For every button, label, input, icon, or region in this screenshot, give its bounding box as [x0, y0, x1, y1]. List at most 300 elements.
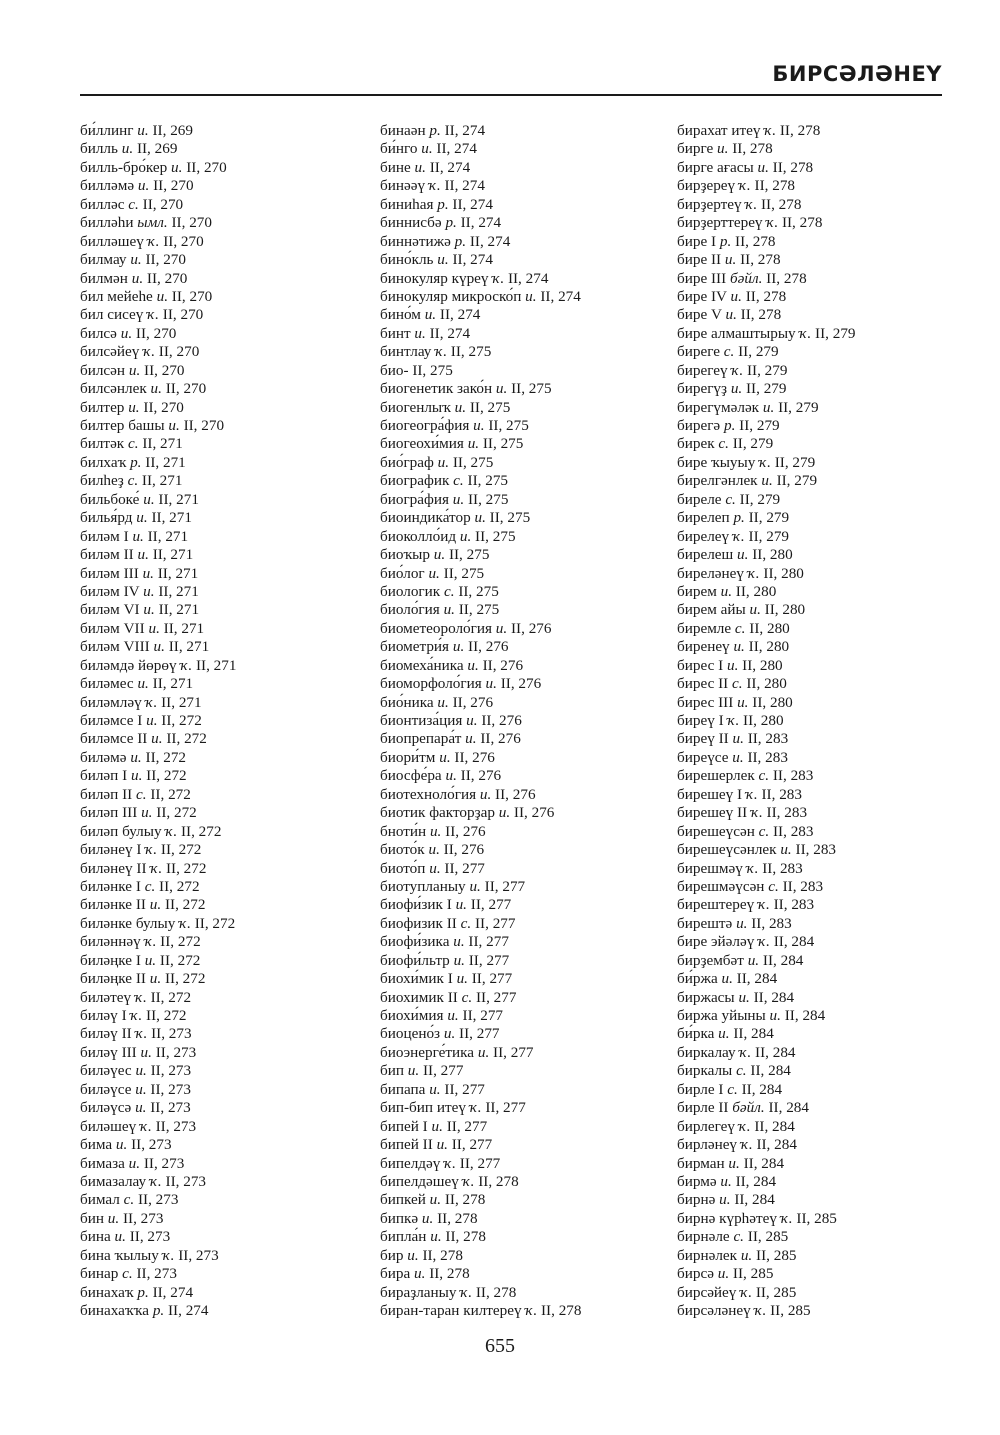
index-entry [80, 196, 360, 214]
entry-reference: II, 277 [444, 859, 485, 877]
index-entry [80, 472, 360, 490]
entry-headword: бил сисеү [80, 306, 144, 324]
entry-headword: биосфе́ра [380, 767, 442, 785]
entry-headword: бире V [677, 306, 722, 324]
entry-pos: и. [473, 417, 485, 434]
index-entry [380, 1210, 670, 1228]
entry-headword: биоцено́з [380, 1025, 441, 1043]
entry-reference: II, 285 [747, 1228, 789, 1246]
entry-pos: и. [732, 730, 744, 748]
entry-pos: и. [733, 638, 745, 656]
index-entry [380, 1284, 670, 1302]
entry-headword: бип-бип итеү [380, 1099, 466, 1117]
index-entry [380, 712, 670, 730]
entry-pos: и. [431, 1117, 443, 1135]
entry-headword: бир [380, 1246, 404, 1264]
entry-reference: II, 277 [485, 1099, 526, 1117]
entry-headword: бино́м [380, 306, 421, 324]
entry-pos: ҡ. [746, 859, 759, 877]
index-entry [677, 989, 967, 1007]
entry-headword: бирешеүсән [677, 822, 755, 840]
entry-reference: II, 277 [422, 1062, 464, 1080]
entry-pos: и. [725, 306, 737, 324]
entry-reference: II, 272 [194, 914, 236, 932]
entry-headword: биреләнеү [677, 564, 744, 582]
entry-pos: и. [495, 619, 508, 637]
entry-headword: бирешмәү [677, 859, 743, 877]
entry-reference: II, 274 [439, 306, 481, 324]
index-entry [677, 767, 967, 785]
entry-reference: II, 272 [145, 748, 187, 766]
entry-reference: II, 277 [451, 1136, 493, 1154]
entry-headword: биохимик II [380, 988, 458, 1006]
entry-headword: биләшеү [80, 1117, 137, 1135]
index-entry [677, 601, 967, 619]
index-entry [677, 786, 967, 804]
entry-reference: II, 270 [163, 232, 204, 250]
entry-reference: II, 270 [165, 380, 207, 398]
entry-pos: с. [453, 472, 464, 490]
index-entry [677, 860, 967, 878]
entry-pos: ҡ. [469, 1099, 482, 1117]
entry-pos: и. [747, 951, 760, 969]
index-entry [80, 159, 360, 177]
entry-pos: и. [153, 638, 165, 656]
entry-pos: и. [749, 601, 761, 619]
entry-headword: бипей I [380, 1117, 428, 1135]
entry-reference: II, 277 [446, 1117, 488, 1135]
entry-reference: II, 273 [136, 1265, 177, 1283]
entry-headword: биләп булыу [80, 822, 162, 840]
entry-headword: биотехноло́гия [380, 785, 477, 803]
index-column-1 [80, 122, 360, 1320]
entry-headword: биоло́гия [380, 601, 440, 619]
entry-pos: и. [414, 1265, 426, 1283]
index-entry [80, 952, 360, 970]
entry-reference: II, 277 [462, 1007, 504, 1024]
index-entry [80, 362, 360, 380]
entry-reference: II, 279 [748, 527, 790, 545]
entry-reference: II, 276 [482, 656, 524, 674]
index-entry [380, 546, 670, 564]
entry-reference: II, 278 [766, 269, 807, 287]
entry-reference: II, 284 [756, 1136, 797, 1154]
entry-reference: II, 278 [478, 1172, 519, 1190]
entry-pos: и. [453, 933, 465, 951]
entry-headword: бире IV [677, 287, 727, 305]
entry-pos: и. [436, 1136, 448, 1154]
index-entry [677, 140, 967, 158]
entry-headword: биопрепара́т [380, 730, 462, 748]
entry-pos: с. [725, 490, 736, 508]
entry-pos: и. [495, 380, 508, 398]
index-entry [80, 343, 360, 361]
index-entry [677, 362, 967, 380]
index-entry [677, 1044, 967, 1062]
index-entry [677, 491, 967, 509]
index-entry [380, 1228, 670, 1246]
entry-reference: II, 274 [429, 158, 471, 176]
entry-headword: бирге ағасы [677, 158, 754, 176]
entry-reference: II, 270 [142, 195, 184, 213]
entry-pos: и. [149, 896, 162, 914]
entry-pos: и. [485, 675, 497, 693]
entry-headword: билль [80, 140, 118, 158]
entry-pos: с. [136, 785, 147, 803]
index-entry [380, 233, 670, 251]
entry-pos: р. [733, 509, 745, 527]
entry-pos: ҡ. [145, 693, 158, 711]
index-entry [80, 528, 360, 546]
entry-reference: II, 279 [746, 380, 787, 398]
entry-pos: и. [142, 564, 154, 582]
index-entry [80, 694, 360, 712]
index-entry [80, 638, 360, 656]
entry-headword: бирмә [677, 1172, 717, 1190]
entry-pos: ҡ. [435, 343, 447, 361]
entry-reference: II, 277 [459, 1025, 500, 1043]
entry-pos: и. [443, 1025, 456, 1043]
entry-reference: II, 272 [159, 951, 201, 969]
entry-pos: и. [780, 841, 792, 859]
entry-headword: бирем айы [677, 601, 746, 619]
entry-pos: и. [130, 767, 143, 785]
index-entry [677, 620, 967, 638]
entry-headword: биләм IV [80, 582, 140, 600]
entry-headword: бирегә [677, 417, 721, 434]
entry-pos: ҡ. [145, 841, 158, 859]
index-entry [80, 804, 360, 822]
entry-headword: бирсә [677, 1265, 714, 1283]
entry-headword: биржа уйыны [677, 1007, 766, 1024]
entry-reference: II, 271 [195, 656, 237, 674]
index-entry [380, 804, 670, 822]
index-entry [677, 1302, 967, 1320]
entry-pos: и. [429, 1191, 442, 1209]
entry-headword: бирнәле [677, 1228, 730, 1246]
entry-reference: II, 279 [739, 417, 780, 434]
entry-headword: бина [80, 1228, 111, 1246]
index-entry [677, 694, 967, 712]
entry-headword: бинт [380, 324, 411, 342]
entry-headword: биләнке I [80, 877, 141, 895]
entry-reference: II, 283 [772, 822, 814, 840]
entry-pos: и. [728, 1154, 740, 1172]
index-entry [80, 270, 360, 288]
index-entry [677, 472, 967, 490]
index-entry [677, 399, 967, 417]
entry-headword: бирес III [677, 693, 734, 711]
entry-pos: ҡ. [147, 306, 159, 324]
entry-pos: с. [734, 619, 746, 637]
entry-pos: ҡ. [165, 822, 178, 840]
index-entry [80, 786, 360, 804]
entry-reference: II, 276 [460, 767, 502, 785]
entry-headword: би́рка [677, 1025, 715, 1043]
entry-headword: бире III [677, 269, 727, 287]
entry-pos: и. [150, 380, 162, 398]
entry-pos: ҡ. [759, 453, 771, 471]
entry-reference: II, 279 [778, 398, 819, 416]
entry-reference: II, 284 [773, 933, 815, 951]
entry-reference: II, 280 [735, 582, 777, 600]
index-entry [80, 583, 360, 601]
index-entry [80, 1062, 360, 1080]
entry-pos: и. [149, 970, 162, 988]
index-entry [380, 306, 670, 324]
entry-reference: II, 275 [452, 453, 494, 471]
index-entry [380, 251, 670, 269]
index-entry [677, 565, 967, 583]
entry-headword: бирнә [677, 1191, 716, 1209]
index-entry [677, 1247, 967, 1265]
entry-pos: и. [128, 1154, 141, 1172]
entry-reference: II, 284 [762, 951, 804, 969]
entry-reference: II, 283 [795, 841, 837, 859]
index-entry [380, 325, 670, 343]
entry-headword: биогра́фия [380, 490, 449, 508]
index-entry [380, 767, 670, 785]
entry-headword: биләм I [80, 527, 129, 545]
index-entry [80, 1247, 360, 1265]
index-entry [80, 657, 360, 675]
entry-pos: и. [720, 1172, 732, 1190]
index-entry [380, 1155, 670, 1173]
entry-reference: II, 271 [168, 638, 210, 656]
entry-pos: и. [137, 546, 149, 564]
entry-pos: с. [461, 988, 473, 1006]
entry-reference: II, 278 [779, 122, 821, 139]
entry-reference: II, 283 [761, 785, 802, 803]
entry-headword: билләс [80, 195, 125, 213]
index-entry [677, 915, 967, 933]
entry-pos: с. [460, 914, 472, 932]
entry-reference: II, 284 [734, 1191, 775, 1209]
entry-headword: бина ҡылыу [80, 1246, 159, 1264]
entry-reference: II, 275 [488, 417, 529, 434]
index-entry [380, 399, 670, 417]
index-entry [80, 1173, 360, 1191]
entry-headword: биләм II [80, 546, 134, 564]
entry-reference: II, 271 [142, 435, 183, 453]
entry-pos: ҡ. [747, 564, 760, 582]
entry-reference: II, 272 [160, 841, 202, 859]
index-entry [80, 380, 360, 398]
entry-pos: и. [720, 582, 732, 600]
entry-reference: II, 278 [444, 1191, 486, 1209]
entry-reference: II, 283 [751, 914, 792, 932]
index-entry [380, 1173, 670, 1191]
entry-headword: бипелдәшеү [380, 1172, 459, 1190]
entry-headword: биото́п [380, 859, 426, 877]
entry-reference: II, 277 [493, 1043, 534, 1061]
entry-pos: ҡ. [179, 914, 191, 932]
index-entry [380, 970, 670, 988]
entry-headword: бире I [677, 232, 717, 250]
entry-reference: II, 279 [776, 472, 818, 490]
entry-headword: биогеохи́мия [380, 435, 464, 453]
entry-reference: II, 270 [135, 324, 177, 342]
entry-headword: бирелеү [677, 527, 730, 545]
entry-headword: биреле [677, 490, 722, 508]
index-entry [380, 620, 670, 638]
entry-pos: ҡ. [758, 896, 770, 914]
index-entry [80, 730, 360, 748]
entry-pos: и. [121, 140, 134, 158]
entry-reference: II, 275 [412, 361, 453, 379]
entry-pos: и. [737, 546, 749, 564]
index-entry [80, 823, 360, 841]
entry-headword: бирге [677, 140, 714, 158]
entry-pos: и. [467, 435, 480, 453]
index-entry [80, 896, 360, 914]
entry-reference: II, 270 [143, 398, 184, 416]
entry-headword: бирсәләнеү [677, 1302, 751, 1319]
index-entry [380, 417, 670, 435]
index-entry [80, 1155, 360, 1173]
entry-headword: биофи́зика [380, 933, 450, 951]
entry-pos: с. [123, 1191, 135, 1209]
entry-reference: II, 279 [739, 490, 781, 508]
entry-reference: II, 283 [747, 730, 789, 748]
index-entry [380, 823, 670, 841]
entry-reference: II, 270 [186, 158, 227, 176]
entry-pos: с. [443, 582, 455, 600]
entry-headword: билләшеү [80, 232, 144, 250]
entry-reference: II, 280 [749, 619, 790, 637]
entry-headword: бимазалау [80, 1172, 147, 1190]
entry-reference: II, 284 [768, 1099, 809, 1117]
entry-reference: II, 277 [475, 988, 517, 1006]
entry-pos: и. [445, 767, 457, 785]
entry-headword: биоиндика́тор [380, 509, 471, 527]
index-entry [677, 1062, 967, 1080]
entry-reference: II, 273 [151, 1025, 192, 1043]
index-entry [677, 1025, 967, 1043]
entry-reference: II, 271 [141, 472, 183, 490]
entry-headword: биләнеү I [80, 841, 142, 859]
index-entry [380, 140, 670, 158]
entry-headword: бинәәү [380, 177, 426, 195]
entry-headword: бирештереү [677, 896, 755, 914]
index-entry [677, 435, 967, 453]
index-entry [80, 325, 360, 343]
entry-headword: бирелеш [677, 546, 734, 564]
entry-headword: биогеогра́фия [380, 417, 470, 434]
entry-reference: II, 273 [143, 1154, 185, 1172]
entry-pos: ҡ. [745, 785, 758, 803]
entry-headword: биркалы [677, 1062, 733, 1080]
index-entry [677, 546, 967, 564]
entry-headword: биләннәү [80, 933, 141, 951]
entry-pos: и. [437, 693, 449, 711]
entry-headword: биоморфоло́гия [380, 675, 482, 693]
entry-headword: биото́к [380, 841, 425, 859]
entry-pos: и. [421, 1209, 434, 1227]
index-entry [677, 1081, 967, 1099]
entry-headword: биреге [677, 343, 720, 361]
entry-headword: бимал [80, 1191, 120, 1209]
entry-pos: и. [414, 324, 426, 342]
entry-headword: бирҙерттереү [677, 214, 763, 232]
index-entry [380, 509, 670, 527]
entry-reference: II, 273 [150, 1099, 191, 1117]
entry-headword: бил мейеһе [80, 287, 153, 305]
entry-reference: II, 274 [460, 214, 502, 232]
index-entry [380, 878, 670, 896]
entry-headword: бире II [677, 251, 722, 269]
entry-reference: II, 272 [159, 877, 200, 895]
entry-reference: II, 275 [469, 398, 511, 416]
entry-reference: II, 278 [760, 195, 802, 213]
entry-pos: и. [525, 287, 537, 305]
entry-reference: II, 284 [733, 1025, 774, 1043]
entry-pos: ҡ. [444, 1154, 456, 1172]
entry-reference: II, 272 [160, 933, 201, 951]
entry-pos: ҡ. [180, 656, 193, 674]
entry-headword: биләмләү [80, 693, 142, 711]
index-entry [80, 251, 360, 269]
entry-reference: II, 270 [183, 417, 225, 434]
index-entry [380, 1191, 670, 1209]
index-entry [677, 841, 967, 859]
entry-reference: II, 272 [150, 988, 192, 1006]
index-entry [80, 1136, 360, 1154]
index-entry [80, 989, 360, 1007]
entry-reference: II, 284 [741, 1080, 783, 1098]
entry-reference: II, 272 [180, 822, 222, 840]
entry-reference: II, 271 [163, 619, 205, 637]
entry-headword: биоҡыр [380, 546, 430, 564]
entry-headword: биометри́я [380, 638, 450, 656]
entry-reference: II, 280 [763, 564, 804, 582]
entry-reference: II, 273 [155, 1043, 197, 1061]
entry-headword: бире ҡыуыу [677, 453, 756, 471]
entry-headword: бинар [80, 1265, 119, 1283]
entry-reference: II, 278 [541, 1302, 582, 1319]
entry-headword: бионтиза́ция [380, 712, 463, 729]
entry-pos: и. [407, 1062, 420, 1080]
entry-pos: и. [151, 730, 163, 748]
entry-pos: и. [724, 251, 737, 269]
index-entry [80, 214, 360, 232]
entry-reference: II, 271 [157, 564, 199, 582]
entry-reference: II, 272 [150, 785, 191, 803]
entry-headword: биләү I [80, 1007, 127, 1024]
entry-pos: ҡ. [130, 1007, 143, 1024]
index-entry [380, 177, 670, 195]
entry-pos: и. [721, 970, 733, 988]
entry-headword: бира [380, 1265, 411, 1283]
entry-headword: билль-бро́кер [80, 158, 168, 176]
entry-headword: бирнәлек [677, 1246, 738, 1264]
index-entry [380, 1247, 670, 1265]
entry-reference: II, 275 [475, 527, 516, 545]
entry-pos: и. [498, 804, 511, 822]
entry-headword: био- [380, 361, 409, 379]
index-entry [80, 1265, 360, 1283]
entry-pos: и. [130, 251, 142, 269]
index-entry [80, 177, 360, 195]
entry-reference: II, 272 [161, 712, 202, 729]
entry-reference: II, 276 [452, 693, 494, 711]
entry-headword: биләмә [80, 748, 127, 766]
index-entry [677, 638, 967, 656]
entry-pos: ҡ. [149, 1172, 162, 1190]
entry-headword: бирешеү II [677, 804, 748, 822]
entry-reference: II, 284 [754, 1117, 795, 1135]
entry-reference: II, 270 [162, 306, 204, 324]
